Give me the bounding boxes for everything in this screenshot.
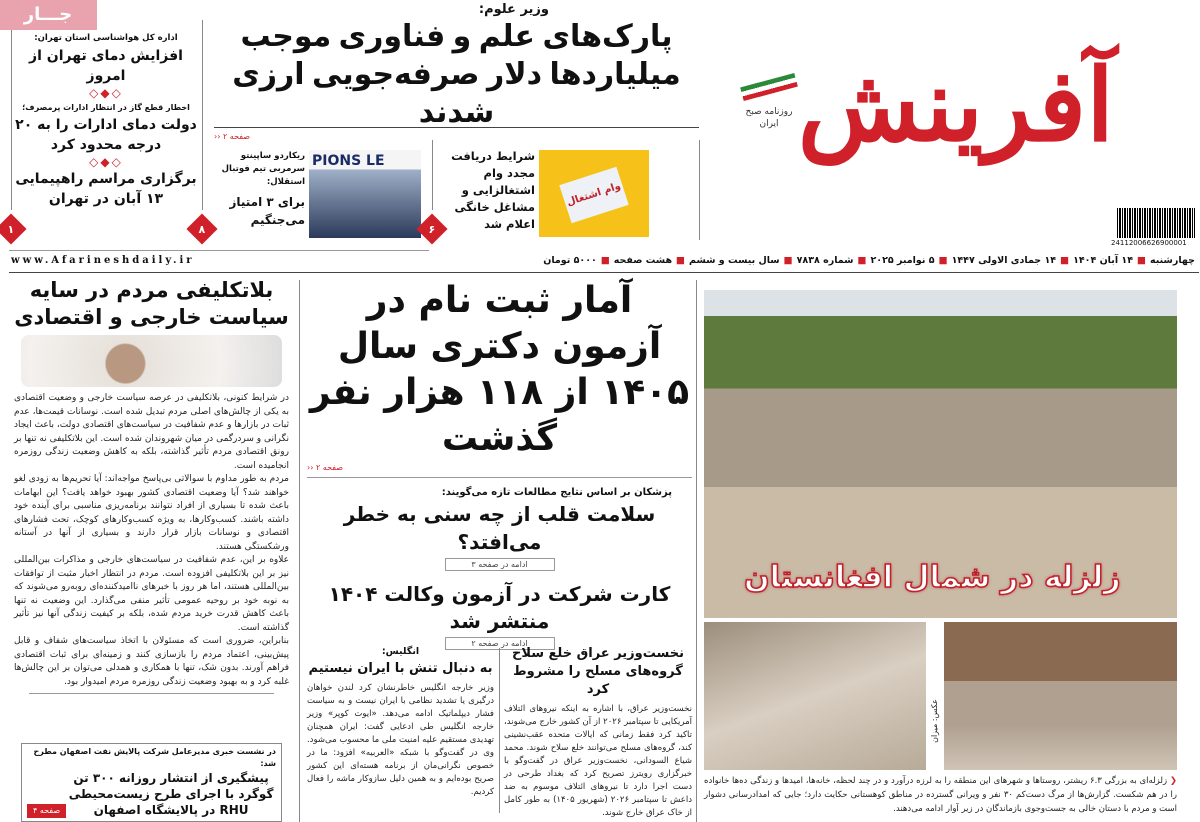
main-column-top [308, 278, 693, 650]
chevron-icon: ❮ [1170, 776, 1179, 786]
quake-caption: ❮ زلزله‌ای به بزرگی ۶.۳ ریشتر، روستاها و شهرهای این منطقه را به لرزه درآورد و در چند لحظه، خانه‌ها، امیدها و زندگی ده‌ها خانواده را در هم شکست. گزارش‌ها از مرگ دست‌کم ۳۰ نفر و ویرانی گسترده در مناطق کوهستانی حکایت دارد؛ جایی که امدادرسانی دشوار است و مردم با دستان خالی به جست‌وجوی بازماندگان در زیر آوار ادامه می‌دهند. [705, 776, 1179, 814]
loan-photo: وام اشتغال [540, 150, 650, 237]
teaser-headline[interactable]: دولت دمای ادارات را به ۲۰ درجه محدود کرد [16, 117, 198, 153]
quake-main-photo[interactable] [705, 290, 1178, 618]
exam-page[interactable]: ادامه در صفحه ۲ [446, 637, 556, 650]
diamond-divider-icon: ◇◆◇ [90, 155, 124, 169]
heart-page[interactable]: ادامه در صفحه ۳ [446, 558, 556, 571]
uk-story[interactable]: انگلیس: به دنبال تنش با ایران نیستیم وزیر خارجه انگلیس خاطرنشان کرد لندن خواهان درگیری یا تشدید نظامی با ایران نیست و به سیاست فشار دیپلماتیک ادامه می‌دهد. «ایوت کوپر» وزیر خارجه انگلیس طی ادعایی گفت: ایران همچنان تهدیدی مستقیم علیه امنیت ملی ما محسوب می‌شود. وی در گفت‌وگو با شبکه «العربیه» افزود: ما در خصوص نگرانی‌مان از برنامه هسته‌ای این کشور صریح بوده‌ایم و به همین دلیل سازوکار ماشه را فعال کردیم. [307, 646, 495, 797]
refinery-box[interactable]: در نشست خبری مدیرعامل شرکت پالایش نفت اصفهان مطرح شد: صفحه ۴ پیشگیری از انتشار روزانه ۳۰۰ تن گوگرد با اجرای طرح زیست‌محیطی RHU در پالایشگاه اصفهان [22, 743, 283, 822]
teaser-kicker: اداره کل هواشناسی استان تهران: [35, 33, 179, 43]
quake-house-photo[interactable] [945, 622, 1178, 770]
top-story-kicker: وزیر علوم: [479, 2, 550, 17]
diamond-divider-icon: ◇◆◇ [90, 86, 124, 100]
teaser-headline[interactable]: افزایش دمای تهران از امروز [30, 48, 184, 84]
heart-headline[interactable]: سلامت قلب از چه سنی به خطر می‌افتد؟ [344, 502, 657, 554]
quake-truck-photo[interactable] [705, 622, 927, 770]
teaser-headline[interactable]: برگزاری مراسم راهپیمایی ۱۳ آبان در تهران [16, 171, 198, 207]
top-story-page[interactable]: صفحه ۲ ‹‹ [215, 132, 252, 141]
flag-stripe [741, 73, 799, 101]
teaser-column [16, 32, 198, 209]
page-number-badge: ۸ [187, 213, 218, 244]
quake-headline: زلزله در شمال افغانستان [745, 560, 1122, 595]
editorial-body: در شرایط کنونی، بلاتکلیفی در عرصه سیاست خارجی و وضعیت اقتصادی به یکی از چالش‌های اصلی مردم تبدیل شده است. نوسانات قیمت‌ها، عدم ثبات در بازارها و عدم شفافیت در سیاست‌های اقتصادی دولت، باعث ایجاد نگرانی و سردرگمی در میان شهروندان شده است. این بلاتکلیفی نه تنها بر رونق اقتصادی مردم تأثیر گذاشته، بلکه به کاهش وضعیت زندگی روزمره انجامیده است. مردم به طور مداوم با سوالاتی بی‌پاسخ مواجه‌اند: آیا تحریم‌ها به زودی لغو خواهند شد؟ آیا وضعیت اقتصادی کشور بهبود خواهد یافت؟ این ابهامات باعث شده تا بسیاری از افراد نتوانند برنامه‌ریزی مناسبی برای آینده خود داشته باشند. کسب‌وکارها، به ویژه کسب‌وکارهای کوچک، تحت فشارهای اقتصادی و نوسانات بازار قرار دارند و بسیاری از آنها در آستانه ورشکستگی هستند. علاوه بر این، عدم شفافیت در سیاست‌های خارجی و مذاکرات بین‌المللی نیز بر این بلاتکلیفی افزوده است. مردم در انتظار اخبار مثبت از توافقات بین‌المللی هستند، اما هر روز با خبرهای ناامیدکننده‌ای روبه‌رو می‌شوند که به نوبه خود بر روحیه عمومی تأثیر منفی می‌گذارد. این وضعیت نه تنها باعث کاهش قدرت خرید مردم شده، بلکه بر کیفیت زندگی آنها نیز تأثیر گذاشته است. بنابراین، ضروری است که مسئولان با اتخاذ سیاست‌های شفاف و قابل پیش‌بینی، اعتماد مردم را بازسازی کنند و زمینه‌ای برای ثبات اقتصادی فراهم آورند. بدون شک، تنها با همکاری و همدلی می‌توان بر این چالش‌ها غلبه کرد و به بهبود وضعیت زندگی روزمره مردم امیدوار بود. [15, 393, 290, 687]
masthead-logo: آفرینش [798, 46, 1115, 164]
teaser-kicker: اخطار قطع گاز در انتظار ادارات پرمصرف؛ [23, 103, 191, 112]
barcode-number: 24112006626900001 [1112, 239, 1188, 247]
dateline: چهارشنبه ■ ۱۴ آبان ۱۴۰۴ ■ ۱۴ جمادی الاولی ۱۴۴۷ ■ ۵ نوامبر ۲۰۲۵ ■ شماره ۷۸۳۸ ■ سال بیست و ششم ■ هشت صفحه ■ ۵۰۰۰ تومان [544, 255, 1196, 266]
page-number-badge: ۶ [417, 213, 448, 244]
refinery-page[interactable]: صفحه ۴ [28, 804, 67, 818]
heart-kicker: پزشکان بر اساس نتایج مطالعات تازه می‌گویند: [442, 487, 673, 498]
sports-teaser[interactable]: ریکاردو ساپینتو سرمربی تیم فوتبال استقلال: برای ۳ امتیاز می‌جنگیم [222, 151, 306, 227]
divider [30, 693, 275, 694]
exam-headline[interactable]: کارت شرکت در آزمون وکالت ۱۴۰۴ منتشر شد [329, 582, 672, 633]
editorial-headline[interactable]: بلاتکلیفی مردم در سایه سیاست خارجی و اقتصادی [15, 278, 290, 329]
sports-photo: PIONS LE [310, 150, 422, 238]
top-story[interactable] [215, 2, 700, 141]
iraq-story[interactable]: نخست‌وزیر عراق خلع سلاح گروه‌های مسلح را مشروط کرد نخست‌وزیر عراق، با اشاره به اینکه نیروهای ائتلاف آمریکایی تا سپتامبر ۲۰۲۶ از آن کشور خارج می‌شوند، تاکید کرد فقط زمانی که ایالات متحده عقب‌نشینی کند، گروه‌های مسلح می‌توانند خلع سلاح شوند. محمد شیاع السودانی، نخست‌وزیر عراق در گفت‌وگو با خبرگزاری رویترز تصریح کرد که بغداد طرحی در دست اجرا دارد تا نیروهای ائتلاف موسوم به ضد داعش تا سپتامبر ۲۰۲۶ (شهریور ۱۴۰۵) به طور کامل از خاک عراق خارج شوند. [505, 646, 694, 818]
top-story-headline: پارک‌های علم و فناوری موجب میلیاردها دلار صرفه‌جویی ارزی شدند [233, 19, 682, 130]
barcode [1118, 208, 1196, 238]
main-headline-page[interactable]: صفحه ۲ ‹‹ [308, 463, 345, 472]
loan-headline[interactable]: شرایط دریافت مجدد وام اشتغالزایی و مشاغل خانگی اعلام شد [452, 149, 536, 231]
editorial-photo [22, 335, 283, 387]
photo-credit: عکس: میزان [931, 699, 940, 743]
main-headline[interactable]: آمار ثبت نام در آزمون دکتری سال ۱۴۰۵ از ۱۱۸ هزار نفر گذشت [310, 280, 691, 459]
editorial-column [10, 277, 295, 822]
masthead-tagline: روزنامه صبح ایران [746, 107, 794, 129]
page-number-badge: ۱ [0, 213, 28, 244]
corner-badge: جـــار [0, 0, 98, 30]
website-link[interactable]: www.Afarineshdaily.ir [12, 255, 196, 266]
